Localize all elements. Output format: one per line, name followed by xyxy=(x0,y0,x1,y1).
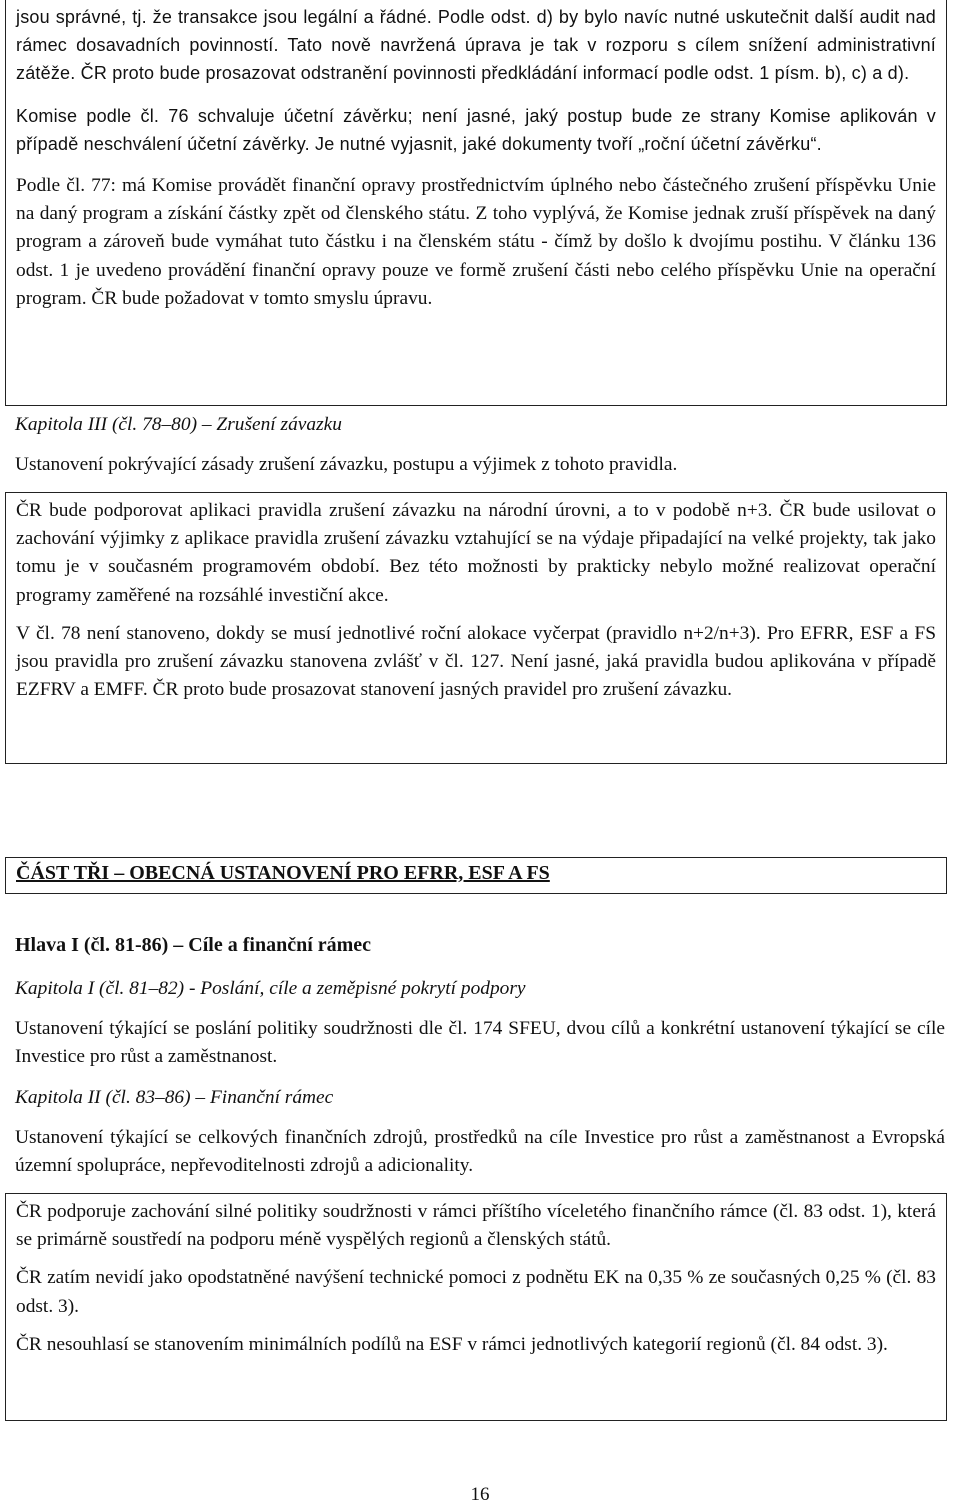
paragraph-audit: jsou správné, tj. že transakce jsou legální a řádné. Podle odst. d) by bylo navíc nutné uskutečnit další audit nad rámec dosavadních povinností. Tato nově navržená úprava je tak v rozporu s cílem snížení administrativní zátěže. ČR proto bude prosazovat odstranění povinnosti předkládání informací podle odst. 1 písm. b), c) a d). xyxy=(16,7,936,84)
part-three-heading: ČÁST TŘI – OBECNÁ USTANOVENÍ PRO EFRR, ESF A FS xyxy=(5,857,947,894)
paragraph-n3-rule: ČR bude podporovat aplikaci pravidla zrušení závazku na národní úrovni, a to v podobě n+3. ČR bude usilovat o zachování výjimky z aplikace pravidla zrušení závazku vztahující se na výdaje připadající na velké projekty, tak jako tomu je v současném programovém období. Bez této možnosti by prakticky nebylo možné realizovat operační programy zaměřené na rozsáhlé investiční akce. xyxy=(16,500,936,606)
paragraph-accounts: Komise podle čl. 76 schvaluje účetní závěrku; není jasné, jaký postup bude ze strany Komise aplikován v případě neschválení účetní závěrky. Je nutné vyjasnit, jaké dokumenty tvoří „roční účetní závěrku“. xyxy=(16,105,936,154)
chapter-text-mission: Ustanovení týkající se poslání politiky soudržnosti dle čl. 174 SFEU, dvou cílů a konkrétní ustanovení týkající se cíle Investice pro růst a zaměstnanost. xyxy=(15,1018,945,1068)
comment-box-decommitment xyxy=(5,492,947,764)
paragraph-annual-allocation: V čl. 78 není stanoveno, dokdy se musí jednotlivé roční alokace vyčerpat (pravidlo n+2/n+3). Pro EFRR, ESF a FS jsou pravidla pro zrušení závazku stanovena zvlášť v čl. 127. Není jasné, jaká pravidla budou aplikována v případě EZFRV a EMFF. ČR proto bude prosazovat stanovení jasných pravidel pro zrušení závazku. xyxy=(16,622,936,701)
chapter-heading-financial: Kapitola II (čl. 83–86) – Finanční rámec xyxy=(15,1087,334,1108)
chapter-text-financial: Ustanovení týkající se celkových finančních zdrojů, prostředků na cíle Investice pro růst a zaměstnanost a Evropská územní spolupráce, nepřevoditelnosti zdrojů a adicionality. xyxy=(15,1127,945,1177)
paragraph-financial-corrections: Podle čl. 77: má Komise provádět finanční opravy prostřednictvím úplného nebo částečného zrušení příspěvku Unie na daný program a získání částky zpět od členského státu. Z toho vyplývá, že Komise jednak zruší příspěvek na daný program a zároveň bude vymáhat tuto částku i na členském státu - čímž by došlo k dvojímu postihu. V článku 136 odst. 1 je uvedeno provádění finanční opravy pouze ve formě zrušení části nebo celého příspěvku Unie na operační program. ČR bude požadovat v tomto smyslu úpravu. xyxy=(16,175,936,309)
comment-box-audit xyxy=(5,0,947,406)
chapter-text-decommitment: Ustanovení pokrývající zásady zrušení závazku, postupu a výjimek z tohoto pravidla. xyxy=(15,454,678,475)
chapter-heading-decommitment: Kapitola III (čl. 78–80) – Zrušení závazku xyxy=(15,414,342,435)
paragraph-cohesion-policy: ČR podporuje zachování silné politiky soudržnosti v rámci příštího víceletého finančního rámce (čl. 83 odst. 1), která se primárně soustředí na podporu méně vyspělých regionů a členských států. xyxy=(16,1201,936,1251)
paragraph-esf-shares: ČR nesouhlasí se stanovením minimálních podílů na ESF v rámci jednotlivých kategorií regionů (čl. 84 odst. 3). xyxy=(16,1333,888,1355)
title-heading: Hlava I (čl. 81-86) – Cíle a finanční rámec xyxy=(15,934,372,956)
page-number: 16 xyxy=(470,1484,490,1505)
paragraph-technical-assistance: ČR zatím nevidí jako opodstatněné navýšení technické pomoci z podnětu EK na 0,35 % ze současných 0,25 % (čl. 83 odst. 3). xyxy=(16,1267,936,1317)
comment-box-financial xyxy=(5,1193,947,1421)
chapter-heading-mission: Kapitola I (čl. 81–82) - Poslání, cíle a zeměpisné pokrytí podpory xyxy=(15,978,526,999)
